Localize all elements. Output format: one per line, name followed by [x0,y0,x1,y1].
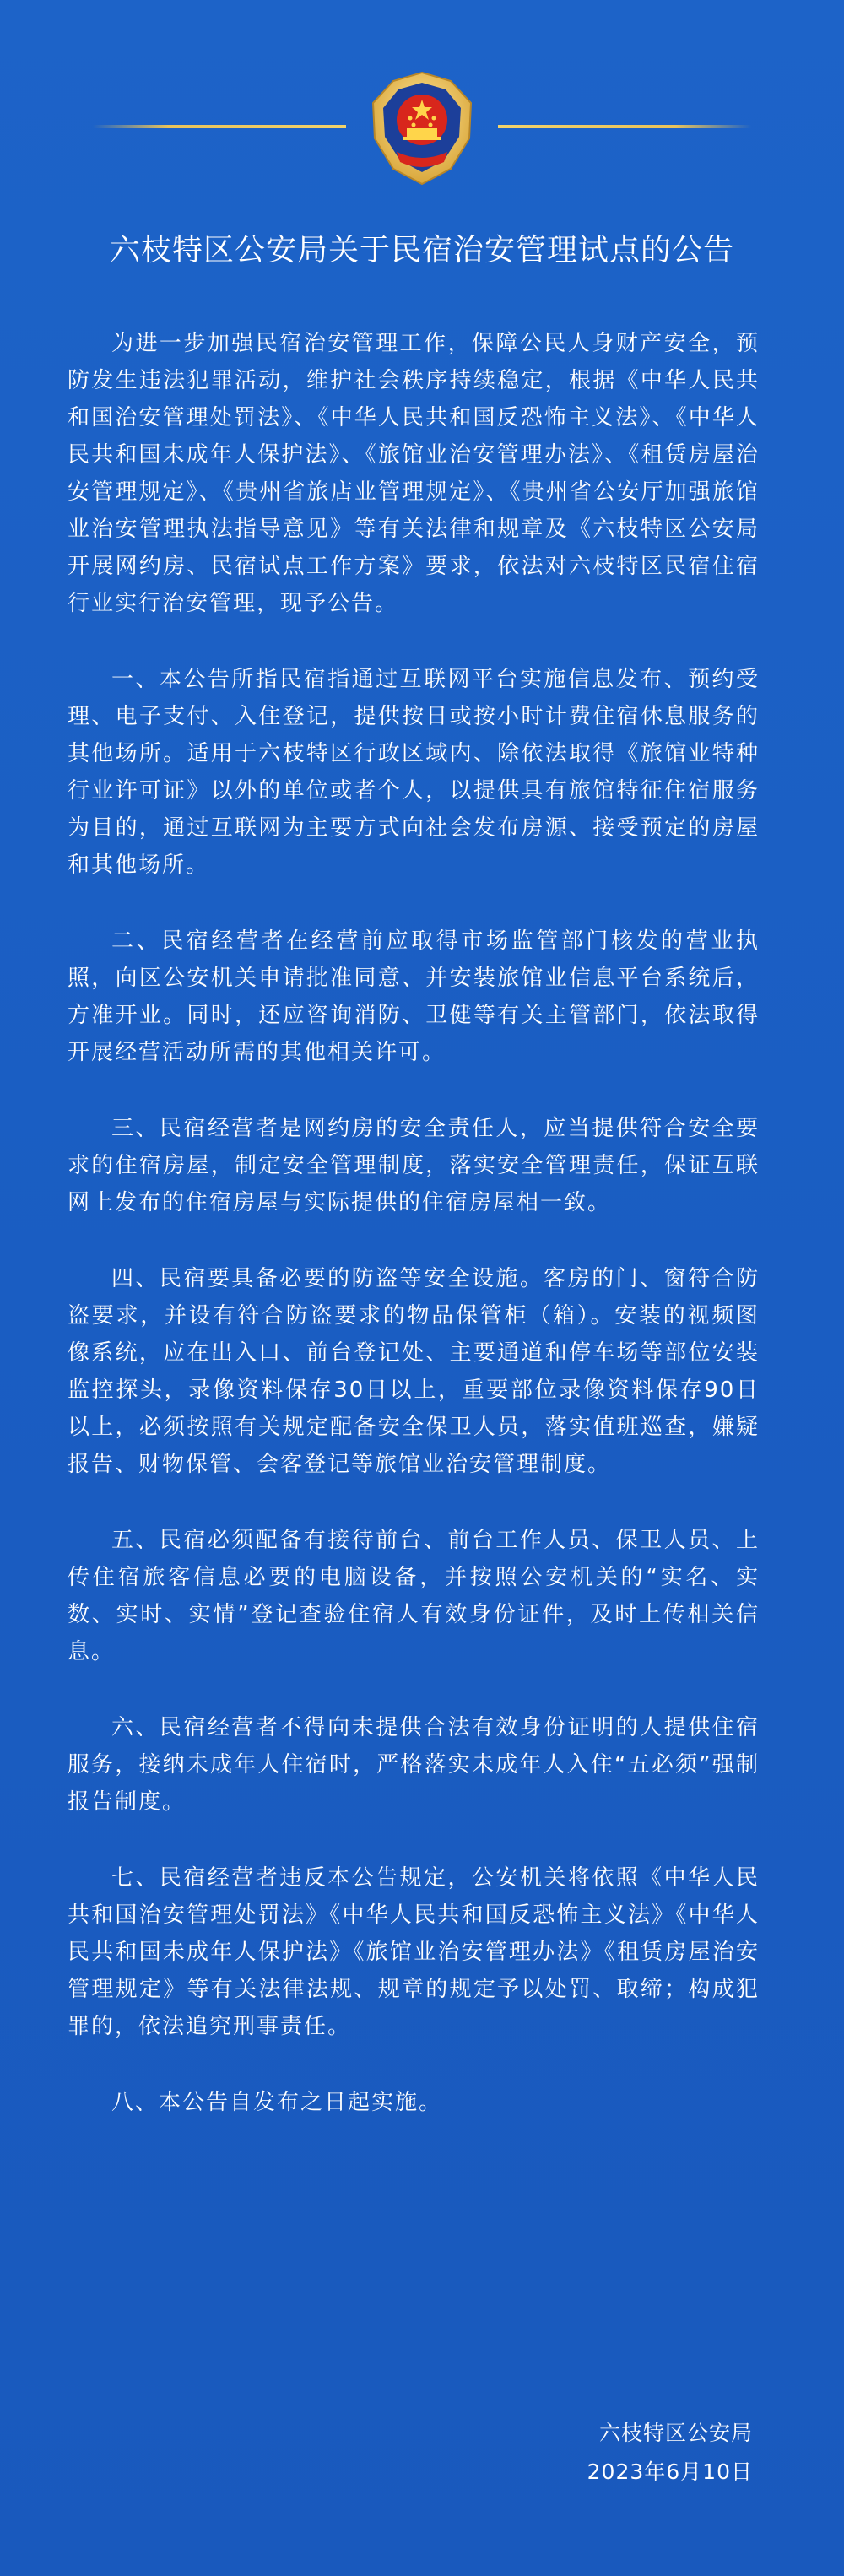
article-6-paragraph: 六、民宿经营者不得向未提供合法有效身份证明的人提供住宿服务，接纳未成年人住宿时，严格落实未成年人入住“五必须”强制报告制度。 [68,1715,760,1815]
article-5-paragraph: 五、民宿必须配备有接待前台、前台工作人员、保卫人员、上传住宿旅客信息必要的电脑设备，并按照公安机关的“实名、实数、实时、实情”登记查验住宿人有效身份证件，及时上传相关信息。 [68,1528,760,1664]
article-8-paragraph: 八、本公告自发布之日起实施。 [111,2090,443,2115]
article-4-paragraph: 四、民宿要具备必要的防盗等安全设施。客房的门、窗符合防盗要求，并设有符合防盗要求的物品保管柜（箱）。安装的视频图像系统，应在出入口、前台登记处、主要通道和停车场等部位安装监控探头，录像资料保存30日以上，重要部位录像资料保存90日以上，必须按照有关规定配备安全保卫人员，落实值班巡查，嫌疑报告、财物保管、会客登记等旅馆业治安管理制度。 [68,1266,760,1477]
police-emblem-icon [363,69,481,187]
issue-date: 2023年6月10日 [587,2460,753,2484]
article-1-paragraph: 一、本公告所指民宿指通过互联网平台实施信息发布、预约受理、电子支付、入住登记，提供按日或按小时计费住宿休息服务的其他场所。适用于六枝特区行政区域内、除依法取得《旅馆业特种行业许可证》以外的单位或者个人，以提供具有旅馆特征住宿服务为目的，通过互联网为主要方式向社会发布房源、接受预定的房屋和其他场所。 [68,667,760,878]
article-3-paragraph: 三、民宿经营者是网约房的安全责任人，应当提供符合安全要求的住宿房屋，制定安全管理制度，落实安全管理责任，保证互联网上发布的住宿房屋与实际提供的住宿房屋相一致。 [68,1116,760,1215]
page-title: 六枝特区公安局关于民宿治安管理试点的公告 [109,233,734,268]
notice-body [68,325,760,2121]
article-2-paragraph: 二、民宿经营者在经营前应取得市场监管部门核发的营业执照，向区公安机关申请批准同意、并安装旅馆业信息平台系统后，方准开业。同时，还应咨询消防、卫健等有关主管部门，依法取得开展经营活动所需的其他相关许可。 [68,928,760,1065]
gold-divider-left [93,125,346,128]
signature-block [587,2414,753,2492]
emblem-header [0,69,844,187]
article-7-paragraph: 七、民宿经营者违反本公告规定，公安机关将依照《中华人民共和国治安管理处罚法》《中华人民共和国反恐怖主义法》《中华人民共和国未成年人保护法》《旅馆业治安管理办法》《租赁房屋治安管理规定》等有关法律法规、规章的规定予以处罚、取缔；构成犯罪的，依法追究刑事责任。 [68,1865,760,2039]
intro-paragraph: 为进一步加强民宿治安管理工作，保障公民人身财产安全，预防发生违法犯罪活动，维护社会秩序持续稳定，根据《中华人民共和国治安管理处罚法》、《中华人民共和国反恐怖主义法》、《中华人民共和国未成年人保护法》、《旅馆业治安管理办法》、《租赁房屋治安管理规定》、《贵州省旅店业管理规定》、《贵州省公安厅加强旅馆业治安管理执法指导意见》等有关法律和规章及《六枝特区公安局开展网约房、民宿试点工作方案》要求，依法对六枝特区民宿住宿行业实行治安管理，现予公告。 [68,331,760,616]
issuer-name: 六枝特区公安局 [598,2421,753,2445]
gold-divider-right [498,125,751,128]
